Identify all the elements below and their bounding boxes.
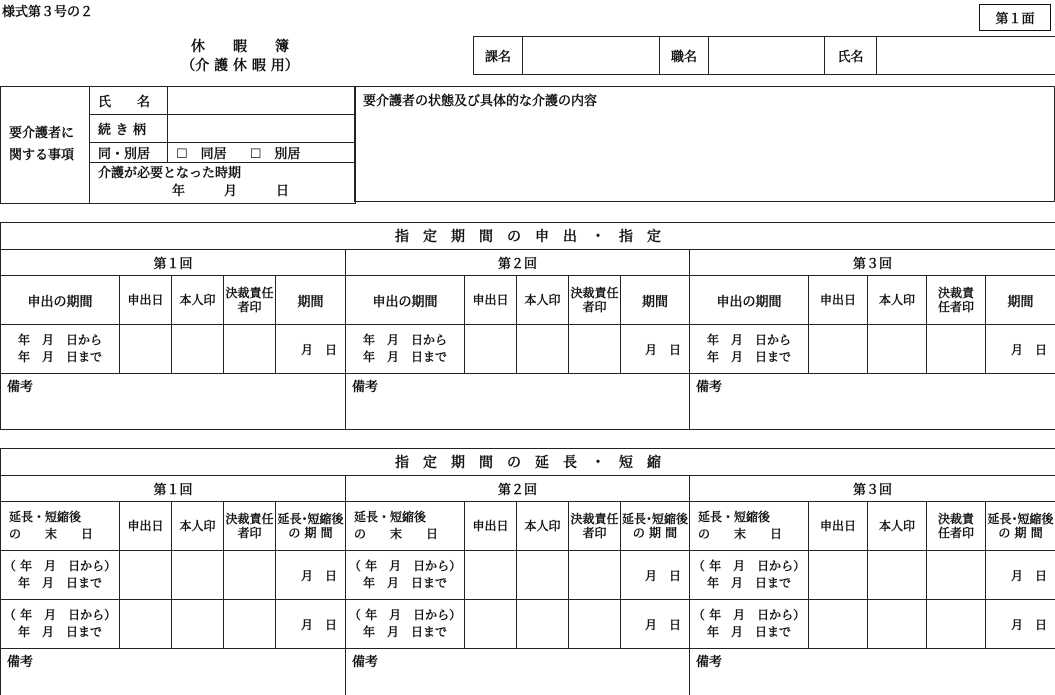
period-cell[interactable] (346, 600, 465, 649)
recipient-name-field[interactable] (168, 87, 356, 115)
col-new-end-line1: 延長・短縮後 (698, 510, 771, 524)
col-new-span-line1: 延長･短縮後 (277, 512, 344, 526)
remarks-cell[interactable] (1, 649, 346, 695)
span-cell[interactable]: 月 日 (621, 600, 690, 649)
col-span: 期間 (986, 276, 1055, 325)
period-to: 年 月 日まで (362, 576, 447, 590)
period-from: 年 月 日から (17, 333, 102, 347)
col-new-span-line2: の 期 間 (288, 526, 333, 540)
relationship-label: 続 き 柄 (90, 115, 168, 143)
request-date-cell[interactable] (120, 600, 172, 649)
col-request-date: 申出日 (120, 276, 172, 325)
relationship-field[interactable] (168, 115, 356, 143)
employee-name-label: 氏名 (825, 37, 877, 75)
remarks-label: 備考 (352, 380, 379, 395)
period-cell[interactable] (1, 325, 120, 374)
col-new-span-line2: の 期 間 (998, 526, 1043, 540)
col-new-end-line2: の 末 日 (354, 527, 439, 541)
period-from: （ 年 月 日から） (692, 608, 806, 622)
care-recipient-group-label (1, 87, 90, 204)
care-recipient-group-text: 要介護者に関する事項 (9, 126, 75, 163)
care-details-label: 要介護者の状態及び具体的な介護の内容 (363, 94, 598, 109)
col-new-span-line2: の 期 間 (632, 526, 678, 540)
request-date-cell[interactable] (465, 551, 517, 600)
period-cell[interactable] (346, 325, 465, 374)
personal-seal-cell[interactable] (868, 551, 927, 600)
period-cell[interactable] (690, 551, 809, 600)
span-cell[interactable]: 月 日 (621, 551, 690, 600)
col-personal-seal: 本人印 (517, 276, 569, 325)
period-cell[interactable] (1, 600, 120, 649)
col-personal-seal: 本人印 (868, 276, 927, 325)
col-new-end-line2: の 末 日 (9, 527, 94, 541)
approver-seal-cell[interactable] (927, 325, 986, 374)
approver-seal-cell[interactable] (569, 325, 621, 374)
personal-seal-cell[interactable] (172, 600, 224, 649)
col-approver-seal: 決裁責任者印 (569, 502, 621, 551)
request-date-cell[interactable] (120, 325, 172, 374)
period-to: 年 月 日まで (17, 576, 102, 590)
care-start-cell[interactable] (90, 163, 356, 204)
care-details-box[interactable] (354, 86, 1055, 202)
col-approver-seal: 決裁責任者印 (224, 276, 276, 325)
col-new-span (276, 502, 346, 551)
col-approver-seal: 決裁責任者印 (927, 502, 986, 551)
option-separate[interactable]: ☐ 別居 (249, 147, 301, 162)
col-approver-seal: 決裁責任者印 (569, 276, 621, 325)
col-personal-seal: 本人印 (172, 276, 224, 325)
section-field[interactable] (523, 37, 660, 75)
col-span: 期間 (276, 276, 346, 325)
span-cell[interactable]: 月 日 (986, 600, 1055, 649)
col-new-span (986, 502, 1055, 551)
remarks-label: 備考 (696, 655, 723, 670)
approver-seal-cell[interactable] (224, 551, 276, 600)
col-new-span (621, 502, 690, 551)
span-cell[interactable]: 月 日 (276, 600, 346, 649)
extension-round-2: 第２回 (346, 476, 690, 502)
period-to: 年 月 日まで (362, 625, 447, 639)
personal-seal-cell[interactable] (172, 325, 224, 374)
col-personal-seal: 本人印 (517, 502, 569, 551)
period-to: 年 月 日まで (17, 350, 102, 364)
col-request-date: 申出日 (120, 502, 172, 551)
designation-round-2: 第２回 (346, 250, 690, 276)
extension-round-3: 第３回 (690, 476, 1055, 502)
remarks-label: 備考 (7, 380, 34, 395)
approver-seal-cell[interactable] (224, 325, 276, 374)
request-date-cell[interactable] (465, 325, 517, 374)
form-number: 様式第３号の２ (2, 5, 94, 20)
period-from: 年 月 日から (362, 333, 447, 347)
post-label: 職名 (660, 37, 709, 75)
period-from: （ 年 月 日から） (692, 559, 806, 573)
request-date-cell[interactable] (809, 600, 868, 649)
care-start-label: 介護が必要となった時期 (98, 166, 242, 181)
period-from: （ 年 月 日から） (348, 559, 462, 573)
care-recipient-table (0, 86, 356, 204)
request-date-cell[interactable] (809, 325, 868, 374)
span-cell[interactable]: 月 日 (986, 325, 1055, 374)
period-from: （ 年 月 日から） (3, 559, 117, 573)
col-new-end-line1: 延長・短縮後 (9, 510, 82, 524)
col-request-date: 申出日 (465, 502, 517, 551)
col-new-end-line1: 延長・短縮後 (354, 510, 427, 524)
col-request-date: 申出日 (809, 276, 868, 325)
remarks-cell[interactable] (1, 374, 346, 430)
remarks-cell[interactable] (690, 649, 1055, 695)
request-date-cell[interactable] (120, 551, 172, 600)
col-approver-seal: 決裁責任者印 (224, 502, 276, 551)
period-to: 年 月 日まで (362, 350, 447, 364)
span-cell[interactable]: 月 日 (621, 325, 690, 374)
page-number-box: 第１面 (979, 4, 1051, 31)
span-cell[interactable]: 月 日 (276, 551, 346, 600)
span-cell[interactable]: 月 日 (986, 551, 1055, 600)
personal-seal-cell[interactable] (172, 551, 224, 600)
period-from: （ 年 月 日から） (3, 608, 117, 622)
personal-seal-cell[interactable] (868, 325, 927, 374)
approver-seal-cell[interactable] (927, 551, 986, 600)
col-new-end-date (1, 502, 120, 551)
period-to: 年 月 日まで (706, 350, 791, 364)
col-personal-seal: 本人印 (868, 502, 927, 551)
personal-seal-cell[interactable] (868, 600, 927, 649)
option-cohabiting[interactable]: ☐ 同居 (176, 147, 227, 162)
remarks-cell[interactable] (346, 649, 690, 695)
cohabitation-label: 同・別居 (90, 143, 168, 163)
extension-table (0, 448, 1055, 695)
request-date-cell[interactable] (809, 551, 868, 600)
period-to: 年 月 日まで (706, 576, 791, 590)
remarks-cell[interactable] (346, 374, 690, 430)
request-date-cell[interactable] (465, 600, 517, 649)
title-sub: （介 護 休 暇 用） (181, 58, 299, 74)
col-request-date: 申出日 (809, 502, 868, 551)
col-new-span-line1: 延長･短縮後 (621, 512, 688, 526)
col-request-date: 申出日 (465, 276, 517, 325)
form-title (150, 38, 330, 76)
approver-seal-cell[interactable] (927, 600, 986, 649)
col-new-end-date (346, 502, 465, 551)
title-main: 休 暇 簿 (191, 39, 289, 55)
remarks-label: 備考 (696, 380, 723, 395)
post-field[interactable] (709, 37, 825, 75)
employee-info-table (473, 36, 1055, 75)
span-cell[interactable]: 月 日 (276, 325, 346, 374)
approver-seal-cell[interactable] (224, 600, 276, 649)
period-cell[interactable] (1, 551, 120, 600)
col-approver-seal: 決裁責任者印 (927, 276, 986, 325)
period-from: （ 年 月 日から） (348, 608, 462, 622)
care-start-date: 年 月 日 (172, 184, 290, 199)
personal-seal-cell[interactable] (517, 551, 569, 600)
col-new-span-line1: 延長･短縮後 (987, 512, 1054, 526)
col-new-end-date (690, 502, 809, 551)
designation-round-1: 第１回 (1, 250, 346, 276)
extension-round-1: 第１回 (1, 476, 346, 502)
period-to: 年 月 日まで (17, 625, 102, 639)
cohabitation-options (168, 143, 356, 163)
period-cell[interactable] (690, 600, 809, 649)
remarks-label: 備考 (352, 655, 379, 670)
recipient-name-label: 氏 名 (90, 87, 168, 115)
employee-name-field[interactable] (877, 37, 1055, 75)
period-cell[interactable] (346, 551, 465, 600)
period-to: 年 月 日まで (706, 625, 791, 639)
col-request-period: 申出の期間 (690, 276, 809, 325)
personal-seal-cell[interactable] (517, 600, 569, 649)
col-new-end-line2: の 末 日 (698, 527, 783, 541)
period-cell[interactable] (690, 325, 809, 374)
extension-title: 指 定 期 間 の 延 長 ・ 短 縮 (1, 449, 1055, 476)
designation-round-3: 第３回 (690, 250, 1055, 276)
approver-seal-cell[interactable] (569, 600, 621, 649)
col-span: 期間 (621, 276, 690, 325)
col-request-period: 申出の期間 (346, 276, 465, 325)
designation-title: 指 定 期 間 の 申 出 ・ 指 定 (1, 223, 1055, 250)
remarks-label: 備考 (7, 655, 34, 670)
section-label: 課名 (474, 37, 523, 75)
period-from: 年 月 日から (706, 333, 791, 347)
designation-table (0, 222, 1055, 430)
remarks-cell[interactable] (690, 374, 1055, 430)
col-personal-seal: 本人印 (172, 502, 224, 551)
personal-seal-cell[interactable] (517, 325, 569, 374)
approver-seal-cell[interactable] (569, 551, 621, 600)
col-request-period: 申出の期間 (1, 276, 120, 325)
